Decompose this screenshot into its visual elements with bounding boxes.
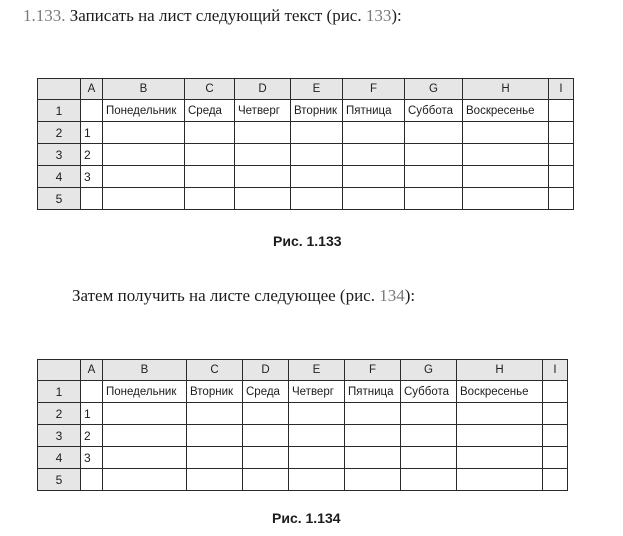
row-header: 4 — [38, 447, 81, 469]
cell-b4 — [103, 166, 185, 188]
column-header-row — [38, 360, 568, 381]
cell-f2 — [343, 122, 405, 144]
column-header-c: C — [185, 79, 235, 100]
spreadsheet-figure-1133 — [37, 78, 574, 210]
table-row — [38, 188, 574, 210]
column-header-e: E — [291, 79, 343, 100]
column-header-i: I — [549, 79, 574, 100]
cell-e2 — [291, 122, 343, 144]
cell-i3 — [549, 144, 574, 166]
cell-e3 — [289, 425, 345, 447]
cell-h4 — [463, 166, 549, 188]
cell-c3 — [185, 144, 235, 166]
row-header: 1 — [38, 100, 81, 122]
cell-c1: Среда — [185, 100, 235, 122]
cell-b1: Понедельник — [103, 100, 185, 122]
cell-i3 — [543, 425, 568, 447]
cell-f3 — [345, 425, 401, 447]
cell-d1: Четверг — [235, 100, 291, 122]
cell-f1: Пятница — [345, 381, 401, 403]
cell-a5 — [81, 188, 103, 210]
column-header-h: H — [457, 360, 543, 381]
cell-a1 — [81, 381, 103, 403]
column-header-g: G — [405, 79, 463, 100]
then-tail: ): — [404, 286, 416, 305]
cell-a1 — [81, 100, 103, 122]
cell-c5 — [187, 469, 243, 491]
cell-h2 — [463, 122, 549, 144]
cell-e5 — [289, 469, 345, 491]
sheet-body — [38, 79, 574, 210]
cell-f5 — [343, 188, 405, 210]
cell-c2 — [187, 403, 243, 425]
cell-h3 — [463, 144, 549, 166]
column-header-i: I — [543, 360, 568, 381]
cell-h5 — [457, 469, 543, 491]
corner-cell — [38, 360, 81, 381]
cell-g2 — [401, 403, 457, 425]
then-text: Затем получить на листе следующее (рис. — [72, 286, 375, 305]
task-number: 1.133. — [23, 6, 66, 25]
table-row — [38, 144, 574, 166]
column-header-a: A — [81, 79, 103, 100]
cell-a4: 3 — [81, 166, 103, 188]
task-text: Записать на лист следующий текст (рис. — [69, 6, 362, 25]
cell-c2 — [185, 122, 235, 144]
table-row — [38, 166, 574, 188]
row-header: 5 — [38, 188, 81, 210]
then-statement — [72, 286, 415, 306]
cell-a3: 2 — [81, 425, 103, 447]
task-tail: ): — [391, 6, 402, 25]
cell-d2 — [235, 122, 291, 144]
cell-f2 — [345, 403, 401, 425]
cell-g3 — [401, 425, 457, 447]
cell-d4 — [243, 447, 289, 469]
cell-g5 — [401, 469, 457, 491]
cell-d2 — [243, 403, 289, 425]
cell-e1: Вторник — [291, 100, 343, 122]
cell-g1: Суббота — [401, 381, 457, 403]
cell-i5 — [549, 188, 574, 210]
cell-d3 — [243, 425, 289, 447]
cell-d4 — [235, 166, 291, 188]
column-header-h: H — [463, 79, 549, 100]
column-header-a: A — [81, 360, 103, 381]
table-row — [38, 100, 574, 122]
column-header-g: G — [401, 360, 457, 381]
table-row — [38, 425, 568, 447]
table-row — [38, 469, 568, 491]
cell-e3 — [291, 144, 343, 166]
cell-a5 — [81, 469, 103, 491]
row-header: 3 — [38, 425, 81, 447]
column-header-e: E — [289, 360, 345, 381]
cell-e4 — [291, 166, 343, 188]
cell-b1: Понедельник — [103, 381, 187, 403]
then-figure-ref: 134 — [379, 286, 405, 305]
cell-h4 — [457, 447, 543, 469]
cell-h3 — [457, 425, 543, 447]
cell-b4 — [103, 447, 187, 469]
spreadsheet-figure-1134 — [37, 359, 568, 491]
figure-caption-1134: Рис. 1.134 — [272, 510, 341, 526]
cell-c1: Вторник — [187, 381, 243, 403]
row-header: 5 — [38, 469, 81, 491]
table-row — [38, 403, 568, 425]
column-header-b: B — [103, 360, 187, 381]
cell-g4 — [405, 166, 463, 188]
cell-b3 — [103, 144, 185, 166]
cell-d3 — [235, 144, 291, 166]
table-row — [38, 381, 568, 403]
task-statement — [23, 6, 402, 26]
cell-c4 — [187, 447, 243, 469]
cell-g5 — [405, 188, 463, 210]
cell-a2: 1 — [81, 122, 103, 144]
cell-b2 — [103, 122, 185, 144]
row-header: 2 — [38, 403, 81, 425]
table-row — [38, 447, 568, 469]
cell-f5 — [345, 469, 401, 491]
figure-caption-1133: Рис. 1.133 — [273, 233, 342, 249]
cell-d1: Среда — [243, 381, 289, 403]
cell-e1: Четверг — [289, 381, 345, 403]
cell-e4 — [289, 447, 345, 469]
row-header: 1 — [38, 381, 81, 403]
cell-f4 — [343, 166, 405, 188]
cell-g4 — [401, 447, 457, 469]
cell-g3 — [405, 144, 463, 166]
cell-f1: Пятница — [343, 100, 405, 122]
cell-f4 — [345, 447, 401, 469]
row-header: 4 — [38, 166, 81, 188]
row-header: 2 — [38, 122, 81, 144]
cell-b5 — [103, 188, 185, 210]
cell-i2 — [543, 403, 568, 425]
column-header-c: C — [187, 360, 243, 381]
cell-i1 — [543, 381, 568, 403]
cell-d5 — [243, 469, 289, 491]
cell-i2 — [549, 122, 574, 144]
row-header: 3 — [38, 144, 81, 166]
corner-cell — [38, 79, 81, 100]
column-header-f: F — [343, 79, 405, 100]
column-header-f: F — [345, 360, 401, 381]
cell-d5 — [235, 188, 291, 210]
column-header-row — [38, 79, 574, 100]
cell-a3: 2 — [81, 144, 103, 166]
cell-h5 — [463, 188, 549, 210]
cell-a4: 3 — [81, 447, 103, 469]
cell-a2: 1 — [81, 403, 103, 425]
task-figure-ref: 133 — [365, 6, 392, 25]
cell-c5 — [185, 188, 235, 210]
cell-e2 — [289, 403, 345, 425]
cell-i4 — [543, 447, 568, 469]
table-row — [38, 122, 574, 144]
cell-b2 — [103, 403, 187, 425]
cell-g2 — [405, 122, 463, 144]
column-header-d: D — [243, 360, 289, 381]
cell-i4 — [549, 166, 574, 188]
cell-i5 — [543, 469, 568, 491]
cell-i1 — [549, 100, 574, 122]
cell-c4 — [185, 166, 235, 188]
cell-h2 — [457, 403, 543, 425]
cell-g1: Суббота — [405, 100, 463, 122]
sheet-body — [38, 360, 568, 491]
column-header-b: B — [103, 79, 185, 100]
column-header-d: D — [235, 79, 291, 100]
cell-c3 — [187, 425, 243, 447]
cell-b3 — [103, 425, 187, 447]
cell-b5 — [103, 469, 187, 491]
cell-e5 — [291, 188, 343, 210]
cell-h1: Воскресенье — [457, 381, 543, 403]
cell-h1: Воскресенье — [463, 100, 549, 122]
cell-f3 — [343, 144, 405, 166]
